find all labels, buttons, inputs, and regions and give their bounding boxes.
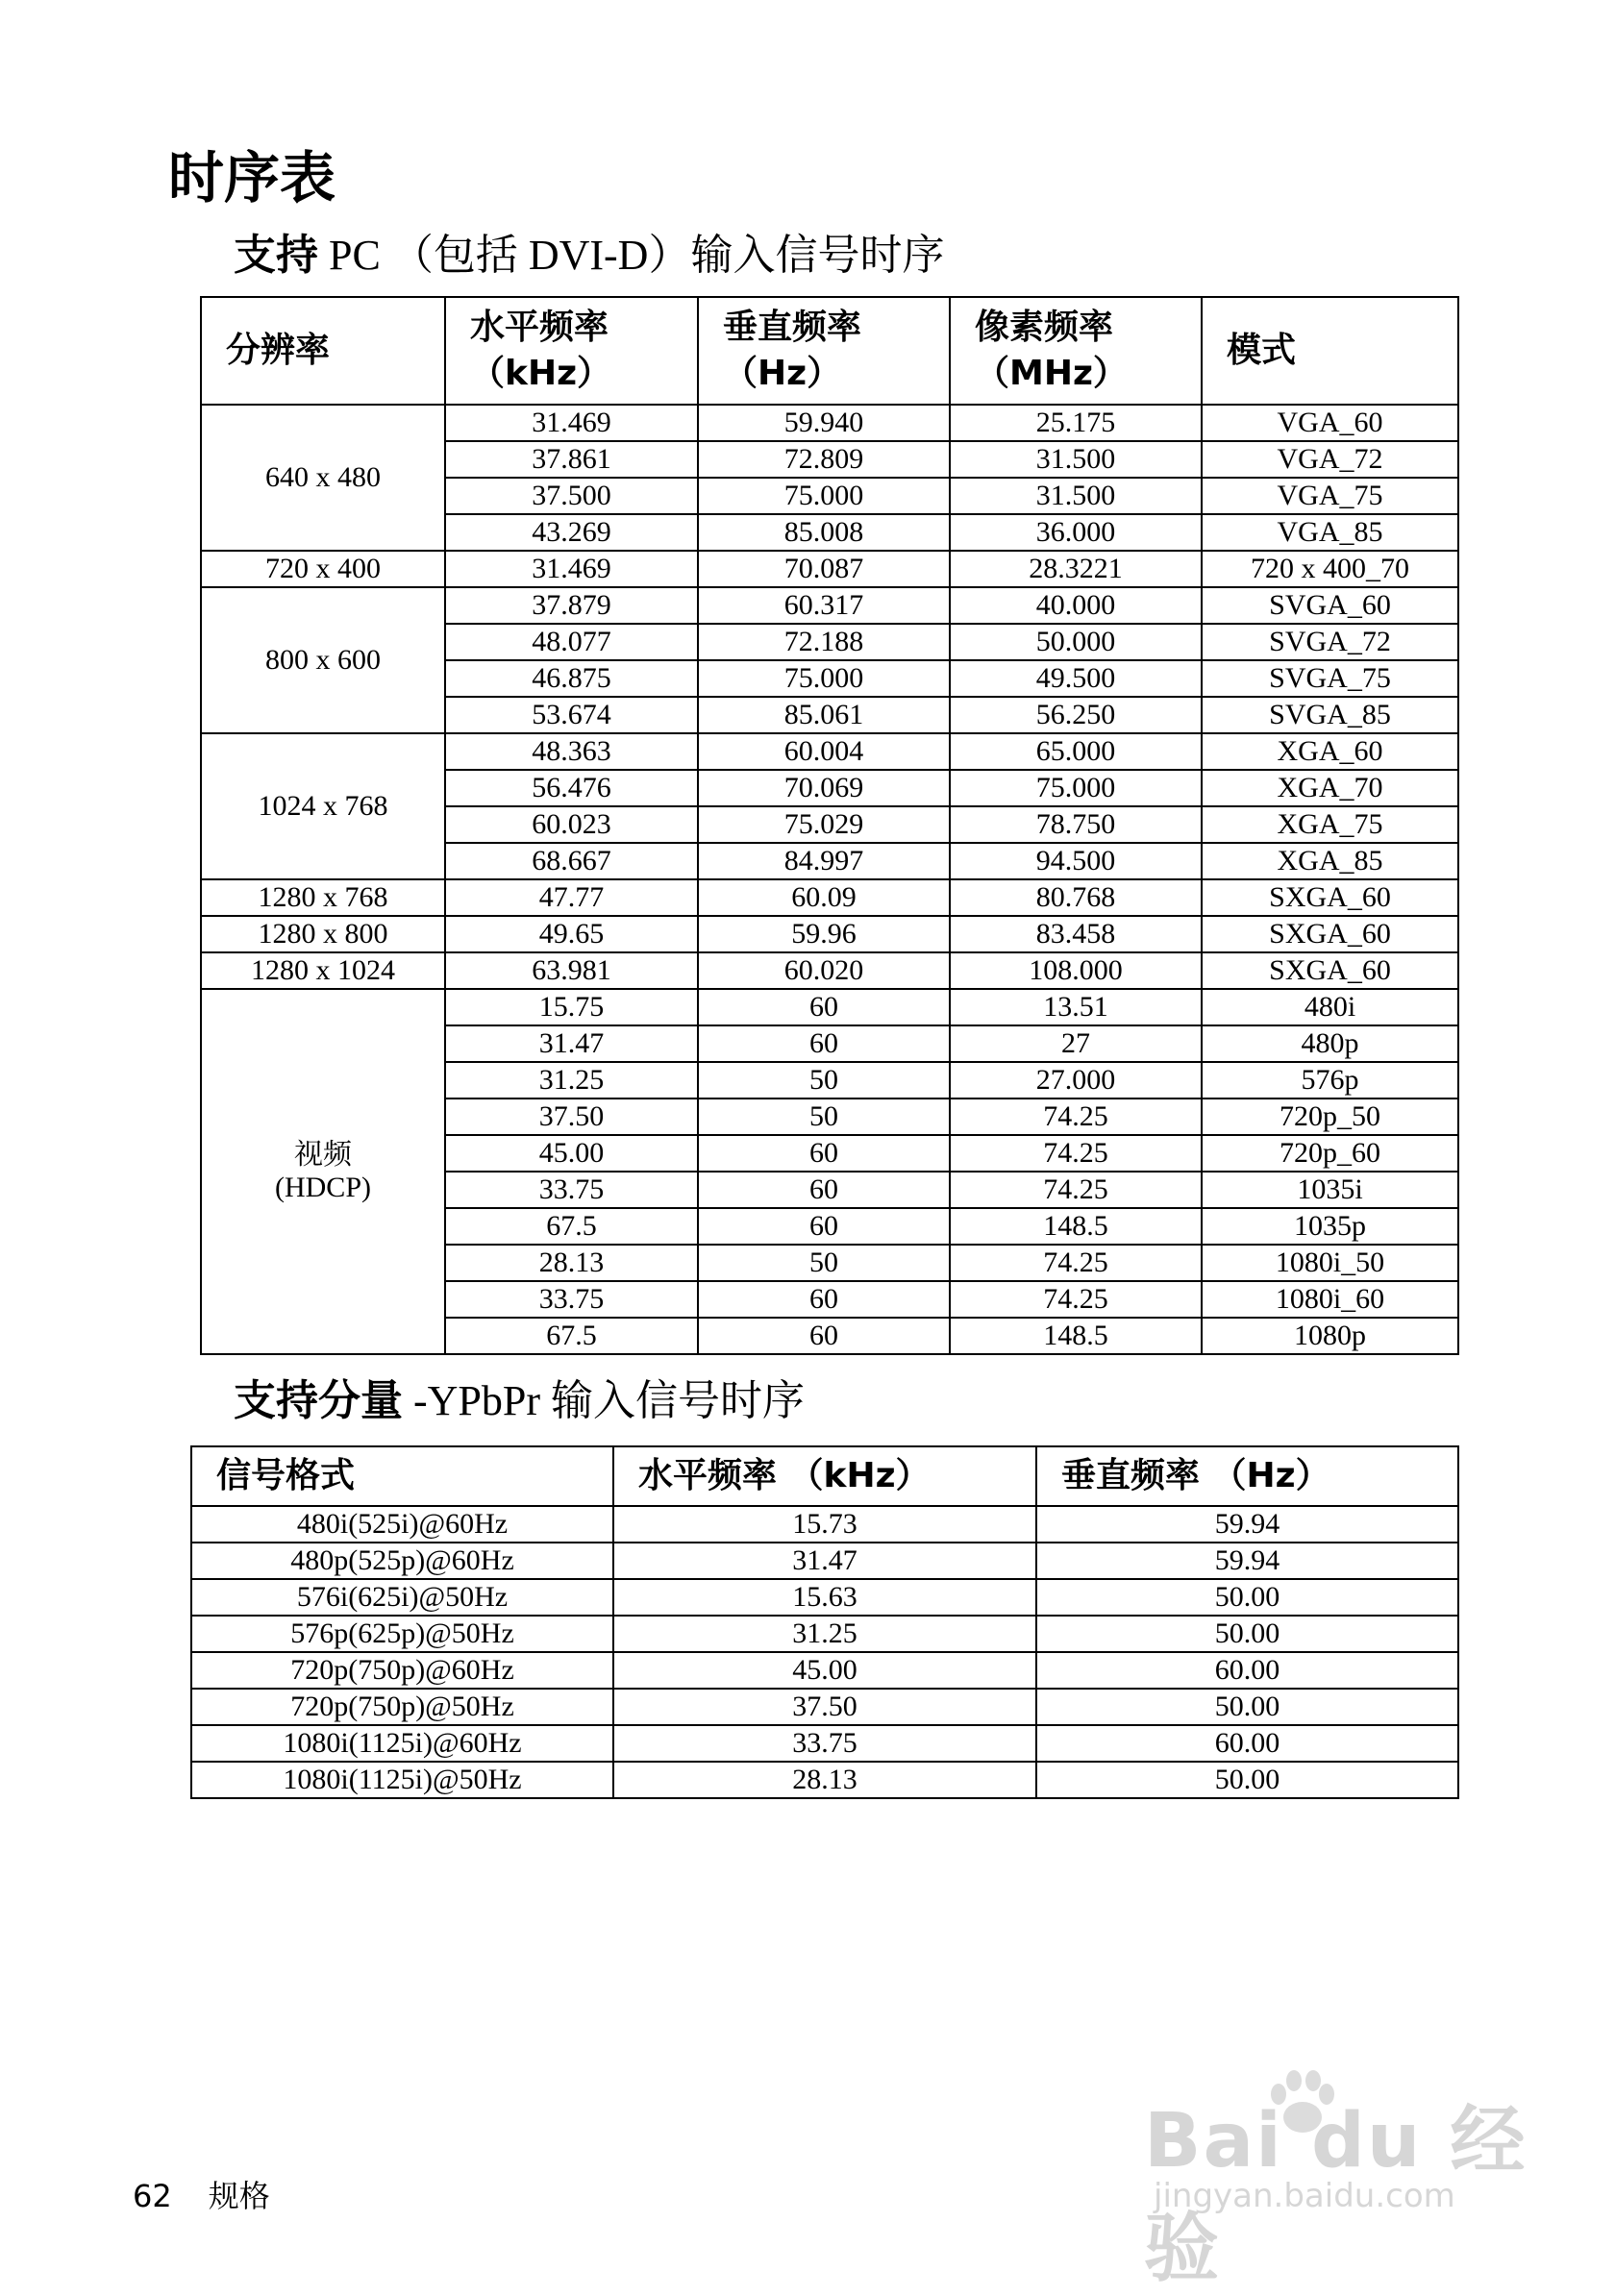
table-cell: SXGA_60 [1202, 952, 1458, 989]
table-cell: VGA_85 [1202, 514, 1458, 551]
table-cell: 47.77 [445, 879, 698, 916]
table-row [191, 1616, 1458, 1652]
table-cell: 67.5 [445, 1318, 698, 1354]
table-cell: 31.500 [950, 441, 1202, 478]
table-cell: 50.00 [1036, 1762, 1458, 1798]
video-hdcp-label: (HDCP) [274, 1172, 371, 1203]
table-cell: 720p(750p)@60Hz [191, 1652, 613, 1689]
pc-section-title-prefix: 支持 [234, 231, 318, 280]
table-cell: 60 [698, 1281, 950, 1318]
table-cell: 15.73 [613, 1506, 1036, 1543]
table-cell: 31.469 [445, 405, 698, 441]
table-row [191, 1543, 1458, 1579]
table-cell: 56.476 [445, 770, 698, 806]
table-cell: 60 [698, 1208, 950, 1245]
table-row [201, 879, 1458, 916]
resolution-cell: 800 x 600 [201, 587, 445, 733]
table-cell: 50.000 [950, 624, 1202, 660]
table-cell: 75.029 [698, 806, 950, 843]
component-timing-table [190, 1445, 1459, 1799]
table-cell: 720 x 400_70 [1202, 551, 1458, 587]
table-cell: VGA_60 [1202, 405, 1458, 441]
table-cell: 1080i(1125i)@50Hz [191, 1762, 613, 1798]
table-cell: 65.000 [950, 733, 1202, 770]
table-cell: 31.25 [613, 1616, 1036, 1652]
video-label: 视频 [294, 1139, 352, 1171]
table-cell: 60 [698, 1135, 950, 1172]
table-cell: SVGA_85 [1202, 697, 1458, 733]
table-cell: 50.00 [1036, 1616, 1458, 1652]
table-cell: 60.004 [698, 733, 950, 770]
page-footer [133, 2172, 270, 2216]
table-cell: 74.25 [950, 1281, 1202, 1318]
table-cell: 50.00 [1036, 1689, 1458, 1725]
table-cell: 31.25 [445, 1062, 698, 1099]
table-cell: 45.00 [613, 1652, 1036, 1689]
header-pixel-frequency: 像素频率（MHz） [950, 297, 1202, 405]
resolution-cell: 1280 x 768 [201, 879, 445, 916]
component-section-title-prefix: 支持分量 [234, 1376, 403, 1425]
table-cell: 1035p [1202, 1208, 1458, 1245]
header-vertical-frequency: 垂直频率（Hz） [698, 297, 950, 405]
table-cell: 576p [1202, 1062, 1458, 1099]
table-cell: 148.5 [950, 1208, 1202, 1245]
table-cell: 74.25 [950, 1245, 1202, 1281]
table-row [191, 1579, 1458, 1616]
table-cell: 60 [698, 1172, 950, 1208]
table-cell: 85.061 [698, 697, 950, 733]
table-cell: 27 [950, 1025, 1202, 1062]
table-cell: 28.13 [613, 1762, 1036, 1798]
table-cell: 94.500 [950, 843, 1202, 879]
table-cell: 720p(750p)@50Hz [191, 1689, 613, 1725]
table-cell: 31.47 [445, 1025, 698, 1062]
table-cell: 480p(525p)@60Hz [191, 1543, 613, 1579]
header-mode: 模式 [1202, 297, 1458, 405]
table-row [201, 405, 1458, 441]
table-cell: 75.000 [698, 660, 950, 697]
table-cell: 28.13 [445, 1245, 698, 1281]
table-cell: 63.981 [445, 952, 698, 989]
table-cell: 80.768 [950, 879, 1202, 916]
table-cell: 37.500 [445, 478, 698, 514]
table-cell: 60 [698, 989, 950, 1025]
table-cell: XGA_75 [1202, 806, 1458, 843]
table-cell: 33.75 [613, 1725, 1036, 1762]
table-cell: 50 [698, 1099, 950, 1135]
table-cell: 60.00 [1036, 1652, 1458, 1689]
table-cell: 59.940 [698, 405, 950, 441]
table-cell: 53.674 [445, 697, 698, 733]
table-cell: 60.00 [1036, 1725, 1458, 1762]
table-cell: VGA_75 [1202, 478, 1458, 514]
page-number: 62 [133, 2178, 172, 2214]
table-cell: 67.5 [445, 1208, 698, 1245]
table-cell: 576p(625p)@50Hz [191, 1616, 613, 1652]
table-cell: 49.65 [445, 916, 698, 952]
header-signal-format: 信号格式 [191, 1446, 613, 1506]
table-cell: 43.269 [445, 514, 698, 551]
table-cell: 15.63 [613, 1579, 1036, 1616]
table-cell: 70.087 [698, 551, 950, 587]
table-row [191, 1506, 1458, 1543]
table-cell: 1080i_50 [1202, 1245, 1458, 1281]
table-cell: 1035i [1202, 1172, 1458, 1208]
resolution-cell: 1280 x 800 [201, 916, 445, 952]
table-cell: SXGA_60 [1202, 916, 1458, 952]
baidu-jingyan-watermark [1144, 2071, 1548, 2292]
pc-section-title [234, 229, 944, 283]
table-row [201, 916, 1458, 952]
table-cell: 84.997 [698, 843, 950, 879]
table-row [191, 1762, 1458, 1798]
component-section-title-rest: -YPbPr 输入信号时序 [403, 1377, 806, 1424]
resolution-cell: 720 x 400 [201, 551, 445, 587]
table-cell: 40.000 [950, 587, 1202, 624]
table-cell: 148.5 [950, 1318, 1202, 1354]
table-cell: 480p [1202, 1025, 1458, 1062]
table-cell: 37.861 [445, 441, 698, 478]
table-cell: 1080p [1202, 1318, 1458, 1354]
table-cell: 480i [1202, 989, 1458, 1025]
table-header-row [201, 297, 1458, 405]
table-cell: XGA_85 [1202, 843, 1458, 879]
table-cell: 31.47 [613, 1543, 1036, 1579]
header-horizontal-frequency: 水平频率（kHz） [445, 297, 698, 405]
table-cell: 60.023 [445, 806, 698, 843]
table-cell: 74.25 [950, 1099, 1202, 1135]
table-cell: 37.50 [613, 1689, 1036, 1725]
table-cell: 46.875 [445, 660, 698, 697]
table-cell: 1080i(1125i)@60Hz [191, 1725, 613, 1762]
header-resolution: 分辨率 [201, 297, 445, 405]
pc-section-title-rest: PC （包括 DVI-D）输入信号时序 [318, 232, 945, 279]
table-cell: 48.077 [445, 624, 698, 660]
table-cell: 50 [698, 1245, 950, 1281]
table-row [201, 989, 1458, 1025]
table-cell: 27.000 [950, 1062, 1202, 1099]
table-cell: 31.469 [445, 551, 698, 587]
table-cell: 45.00 [445, 1135, 698, 1172]
resolution-cell-video [201, 989, 445, 1354]
table-cell: 50.00 [1036, 1579, 1458, 1616]
table-cell: 15.75 [445, 989, 698, 1025]
table-cell: 68.667 [445, 843, 698, 879]
table-header-row [191, 1446, 1458, 1506]
table-cell: 720p_60 [1202, 1135, 1458, 1172]
page-title: 时序表 [168, 145, 336, 210]
table-row [201, 551, 1458, 587]
table-row [191, 1725, 1458, 1762]
table-cell: 37.879 [445, 587, 698, 624]
table-cell: 83.458 [950, 916, 1202, 952]
table-cell: 59.94 [1036, 1506, 1458, 1543]
table-cell: 48.363 [445, 733, 698, 770]
table-cell: 56.250 [950, 697, 1202, 733]
resolution-cell: 1280 x 1024 [201, 952, 445, 989]
table-cell: XGA_70 [1202, 770, 1458, 806]
table-cell: 31.500 [950, 478, 1202, 514]
table-cell: 576i(625i)@50Hz [191, 1579, 613, 1616]
table-cell: 72.809 [698, 441, 950, 478]
table-row [191, 1689, 1458, 1725]
pc-timing-table [200, 296, 1459, 1355]
table-row [191, 1652, 1458, 1689]
table-cell: 60.09 [698, 879, 950, 916]
header-horizontal-frequency: 水平频率 （kHz） [613, 1446, 1036, 1506]
table-row [201, 587, 1458, 624]
table-cell: 60 [698, 1318, 950, 1354]
resolution-cell: 1024 x 768 [201, 733, 445, 879]
table-cell: 480i(525i)@60Hz [191, 1506, 613, 1543]
table-cell: 33.75 [445, 1281, 698, 1318]
table-cell: 720p_50 [1202, 1099, 1458, 1135]
table-cell: 13.51 [950, 989, 1202, 1025]
table-cell: 59.94 [1036, 1543, 1458, 1579]
table-cell: 49.500 [950, 660, 1202, 697]
table-cell: SXGA_60 [1202, 879, 1458, 916]
header-vertical-frequency: 垂直频率 （Hz） [1036, 1446, 1458, 1506]
table-cell: 50 [698, 1062, 950, 1099]
resolution-cell: 640 x 480 [201, 405, 445, 551]
table-cell: 75.000 [698, 478, 950, 514]
watermark-url: jingyan.baidu.com [1154, 2177, 1455, 2215]
watermark-logo: Bai du 经验 [1144, 2098, 1528, 2292]
table-cell: 37.50 [445, 1099, 698, 1135]
component-section-title [234, 1374, 805, 1428]
table-cell: 78.750 [950, 806, 1202, 843]
table-cell: 25.175 [950, 405, 1202, 441]
table-row [201, 733, 1458, 770]
table-cell: 72.188 [698, 624, 950, 660]
table-row [201, 952, 1458, 989]
table-cell: 74.25 [950, 1172, 1202, 1208]
table-cell: 74.25 [950, 1135, 1202, 1172]
table-cell: 75.000 [950, 770, 1202, 806]
table-cell: SVGA_72 [1202, 624, 1458, 660]
footer-section-name: 规格 [208, 2178, 270, 2214]
table-cell: 70.069 [698, 770, 950, 806]
table-cell: 59.96 [698, 916, 950, 952]
table-cell: SVGA_75 [1202, 660, 1458, 697]
table-cell: 28.3221 [950, 551, 1202, 587]
table-cell: 60.020 [698, 952, 950, 989]
table-cell: SVGA_60 [1202, 587, 1458, 624]
table-cell: 108.000 [950, 952, 1202, 989]
table-cell: VGA_72 [1202, 441, 1458, 478]
table-cell: 60 [698, 1025, 950, 1062]
table-cell: XGA_60 [1202, 733, 1458, 770]
table-cell: 36.000 [950, 514, 1202, 551]
table-cell: 85.008 [698, 514, 950, 551]
table-cell: 60.317 [698, 587, 950, 624]
table-cell: 1080i_60 [1202, 1281, 1458, 1318]
table-cell: 33.75 [445, 1172, 698, 1208]
